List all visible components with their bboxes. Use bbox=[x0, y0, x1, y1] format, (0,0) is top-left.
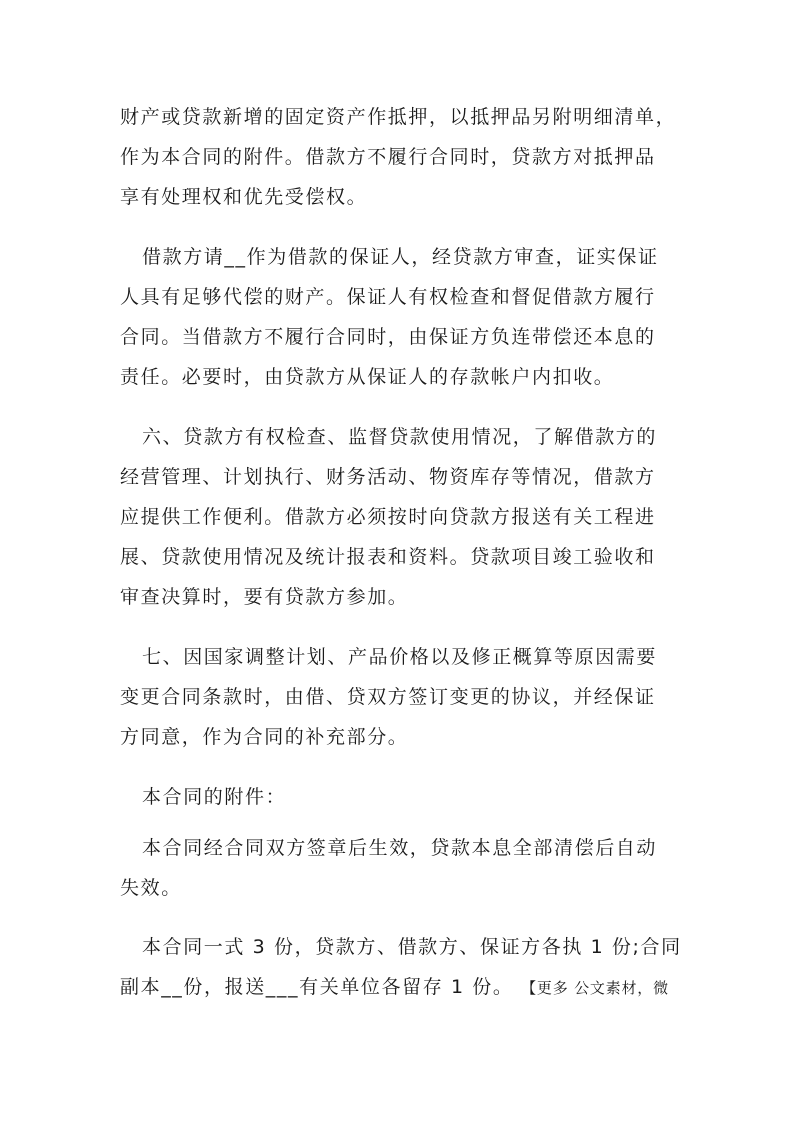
text-line-content: 副本__份，报送___有关单位各留存 1 份。 bbox=[120, 976, 514, 998]
text-line: 合同。当借款方不履行合同时，由保证方负连带偿还本息的 bbox=[120, 326, 656, 348]
paragraph-guarantor bbox=[120, 237, 680, 397]
text-line: 变更合同条款时，由借、贷双方签订变更的协议，并经保证 bbox=[120, 686, 656, 708]
paragraph-copies bbox=[120, 927, 680, 1008]
text-line: 本合同一式 3 份，贷款方、借款方、保证方各执 1 份;合同 bbox=[142, 936, 682, 958]
paragraph-clause-six bbox=[120, 417, 680, 617]
text-line: 人具有足够代偿的财产。保证人有权检查和督促借款方履行 bbox=[120, 286, 656, 308]
text-line: 应提供工作便利。借款方必须按时向贷款方报送有关工程进 bbox=[120, 506, 656, 528]
text-line: 享有处理权和优先受偿权。 bbox=[120, 186, 368, 208]
text-line: 失效。 bbox=[120, 877, 182, 899]
paragraph-attachments bbox=[120, 777, 680, 817]
text-line: 借款方请__作为借款的保证人，经贷款方审查，证实保证 bbox=[142, 246, 659, 268]
text-line: 财产或贷款新增的固定资产作抵押，以抵押品另附明细清单， bbox=[120, 106, 677, 128]
text-line: 责任。必要时，由贷款方从保证人的存款帐户内扣收。 bbox=[120, 366, 615, 388]
text-line: 七、因国家调整计划、产品价格以及修正概算等原因需要 bbox=[142, 646, 658, 668]
text-line: 审查决算时，要有贷款方参加。 bbox=[120, 586, 409, 608]
more-materials-note: 【更多 公文素材，微 bbox=[521, 979, 669, 997]
text-line: 本合同经合同双方签章后生效，贷款本息全部清偿后自动 bbox=[142, 837, 658, 859]
text-line: 展、贷款使用情况及统计报表和资料。贷款项目竣工验收和 bbox=[120, 546, 656, 568]
text-line: 作为本合同的附件。借款方不履行合同时，贷款方对抵押品 bbox=[120, 146, 656, 168]
text-line bbox=[120, 967, 680, 1008]
paragraph-collateral bbox=[120, 97, 680, 217]
text-line: 六、贷款方有权检查、监督贷款使用情况，了解借款方的 bbox=[142, 426, 658, 448]
text-line: 经营管理、计划执行、财务活动、物资库存等情况，借款方 bbox=[120, 466, 656, 488]
text-line: 方同意，作为合同的补充部分。 bbox=[120, 726, 409, 748]
paragraph-effectiveness bbox=[120, 828, 680, 908]
paragraph-clause-seven bbox=[120, 637, 680, 757]
text-line: 本合同的附件： bbox=[142, 786, 287, 808]
